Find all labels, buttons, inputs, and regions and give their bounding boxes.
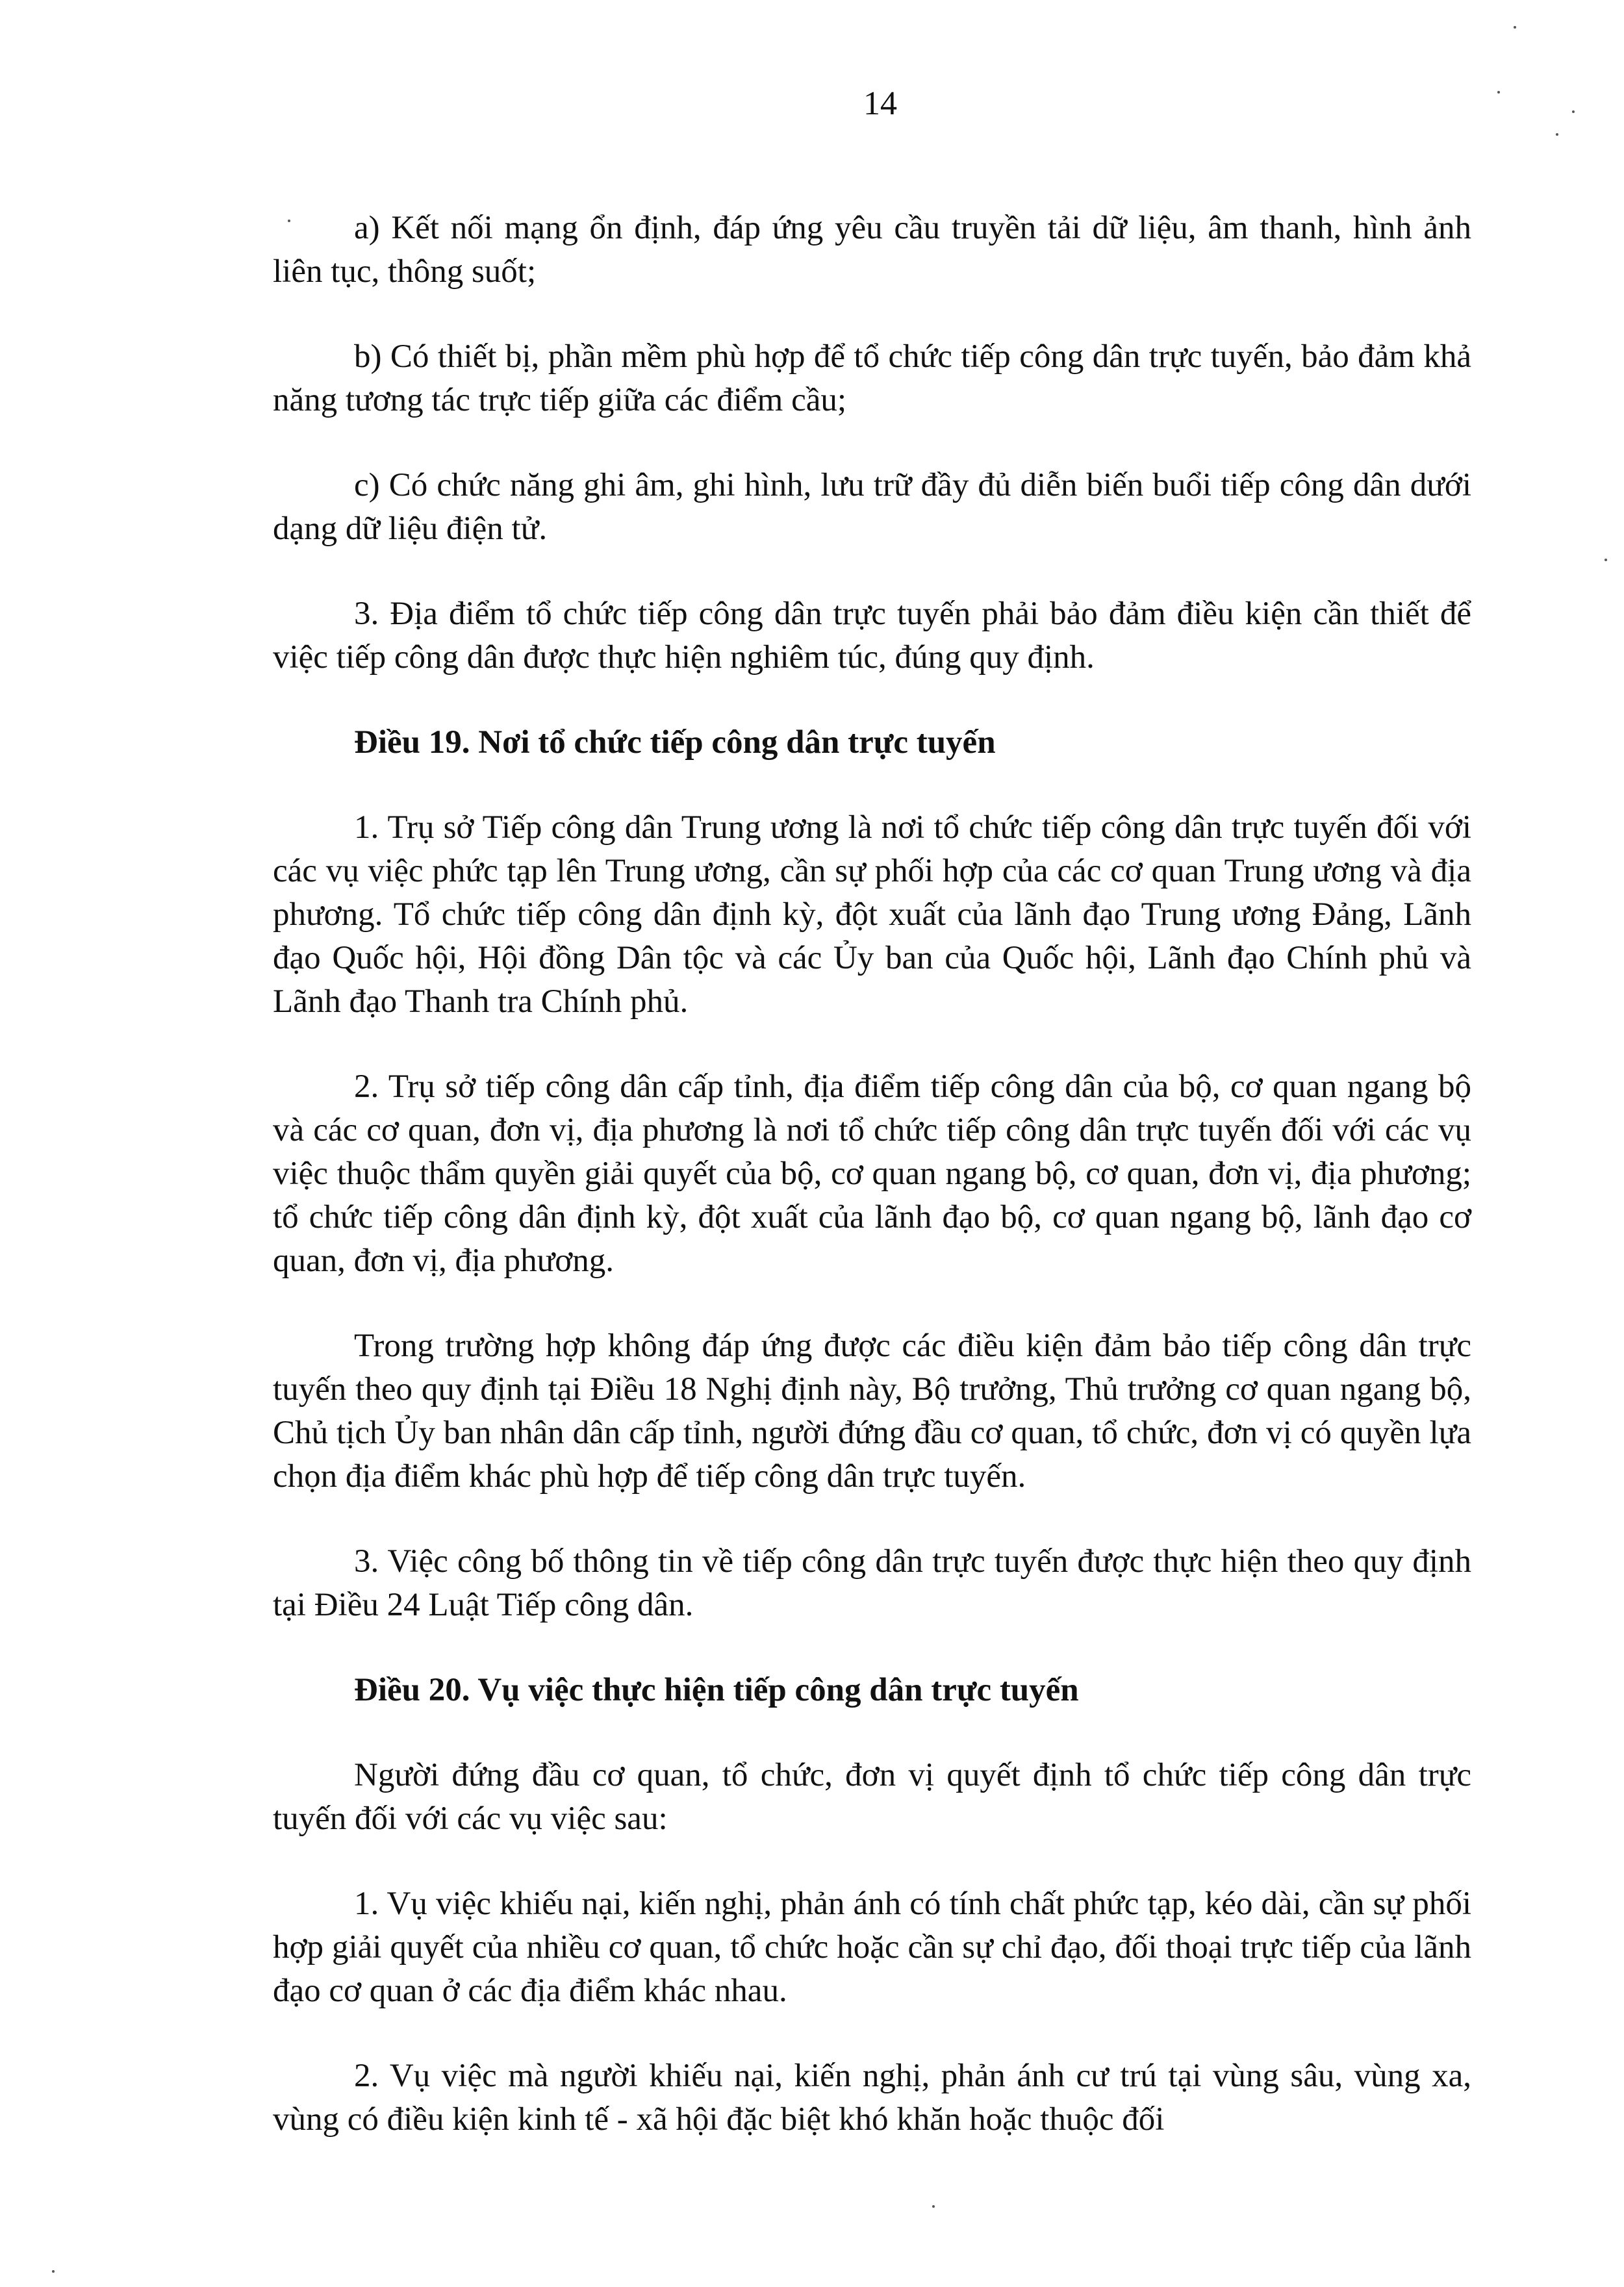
paragraph-clause-a: a) Kết nối mạng ổn định, đáp ứng yêu cầu truyền tải dữ liệu, âm thanh, hình ảnh liên tục, thông suốt;	[273, 210, 1471, 290]
paragraph-item-3: 3. Địa điểm tổ chức tiếp công dân trực tuyến phải bảo đảm điều kiện cần thiết để việc tiếp công dân được thực hiện nghiêm túc, đúng quy định.	[273, 596, 1471, 676]
scan-speck	[52, 2270, 55, 2273]
scan-speck	[1572, 110, 1575, 113]
page-number: 14	[863, 85, 897, 122]
article-20-intro: Người đứng đầu cơ quan, tổ chức, đơn vị quyết định tổ chức tiếp công dân trực tuyến đối với các vụ việc sau:	[273, 1757, 1471, 1837]
article-20-heading: Điều 20. Vụ việc thực hiện tiếp công dân trực tuyến	[354, 1672, 1079, 1708]
scan-speck	[1514, 26, 1516, 29]
article-20-item-2: 2. Vụ việc mà người khiếu nại, kiến nghị, phản ánh cư trú tại vùng sâu, vùng xa, vùng có điều kiện kinh tế - xã hội đặc biệt khó khăn hoặc thuộc đối	[273, 2058, 1471, 2138]
article-19-heading: Điều 19. Nơi tổ chức tiếp công dân trực tuyến	[354, 724, 996, 761]
paragraph-clause-c: c) Có chức năng ghi âm, ghi hình, lưu trữ đầy đủ diễn biến buổi tiếp công dân dưới dạng dữ liệu điện tử.	[273, 467, 1471, 547]
scan-speck	[288, 220, 290, 222]
scan-speck	[1556, 133, 1558, 136]
document-body	[273, 207, 1471, 2183]
article-19-item-3: 3. Việc công bố thông tin về tiếp công dân trực tuyến được thực hiện theo quy định tại Điều 24 Luật Tiếp công dân.	[273, 1543, 1471, 1623]
article-20-item-1: 1. Vụ việc khiếu nại, kiến nghị, phản ánh có tính chất phức tạp, kéo dài, cần sự phối hợp giải quyết của nhiều cơ quan, tổ chức hoặc cần sự chỉ đạo, đối thoại trực tiếp của lãnh đạo cơ quan ở các địa điểm khác nhau.	[273, 1886, 1471, 2009]
scan-speck	[932, 2205, 935, 2208]
article-19-item-2: 2. Trụ sở tiếp công dân cấp tỉnh, địa điểm tiếp công dân của bộ, cơ quan ngang bộ và các cơ quan, đơn vị, địa phương là nơi tổ chức tiếp công dân trực tuyến đối với các vụ việc thuộc thẩm quyền giải quyết của bộ, cơ quan ngang bộ, cơ quan, đơn vị, địa phương; tổ chức tiếp công dân định kỳ, đột xuất của lãnh đạo bộ, cơ quan ngang bộ, lãnh đạo cơ quan, đơn vị, địa phương.	[273, 1068, 1471, 1279]
article-19-item-2-continuation: Trong trường hợp không đáp ứng được các điều kiện đảm bảo tiếp công dân trực tuyến theo quy định tại Điều 18 Nghị định này, Bộ trưởng, Thủ trưởng cơ quan ngang bộ, Chủ tịch Ủy ban nhân dân cấp tỉnh, người đứng đầu cơ quan, tổ chức, đơn vị có quyền lựa chọn địa điểm khác phù hợp để tiếp công dân trực tuyến.	[273, 1328, 1471, 1495]
paragraph-clause-b: b) Có thiết bị, phần mềm phù hợp để tổ chức tiếp công dân trực tuyến, bảo đảm khả năng tương tác trực tiếp giữa các điểm cầu;	[273, 338, 1471, 418]
scan-speck	[1497, 91, 1500, 94]
scan-speck	[1605, 559, 1607, 561]
article-19-item-1: 1. Trụ sở Tiếp công dân Trung ương là nơi tổ chức tiếp công dân trực tuyến đối với các vụ việc phức tạp lên Trung ương, cần sự phối hợp của các cơ quan Trung ương và địa phương. Tổ chức tiếp công dân định kỳ, đột xuất của lãnh đạo Trung ương Đảng, Lãnh đạo Quốc hội, Hội đồng Dân tộc và các Ủy ban của Quốc hội, Lãnh đạo Chính phủ và Lãnh đạo Thanh tra Chính phủ.	[273, 809, 1471, 1020]
